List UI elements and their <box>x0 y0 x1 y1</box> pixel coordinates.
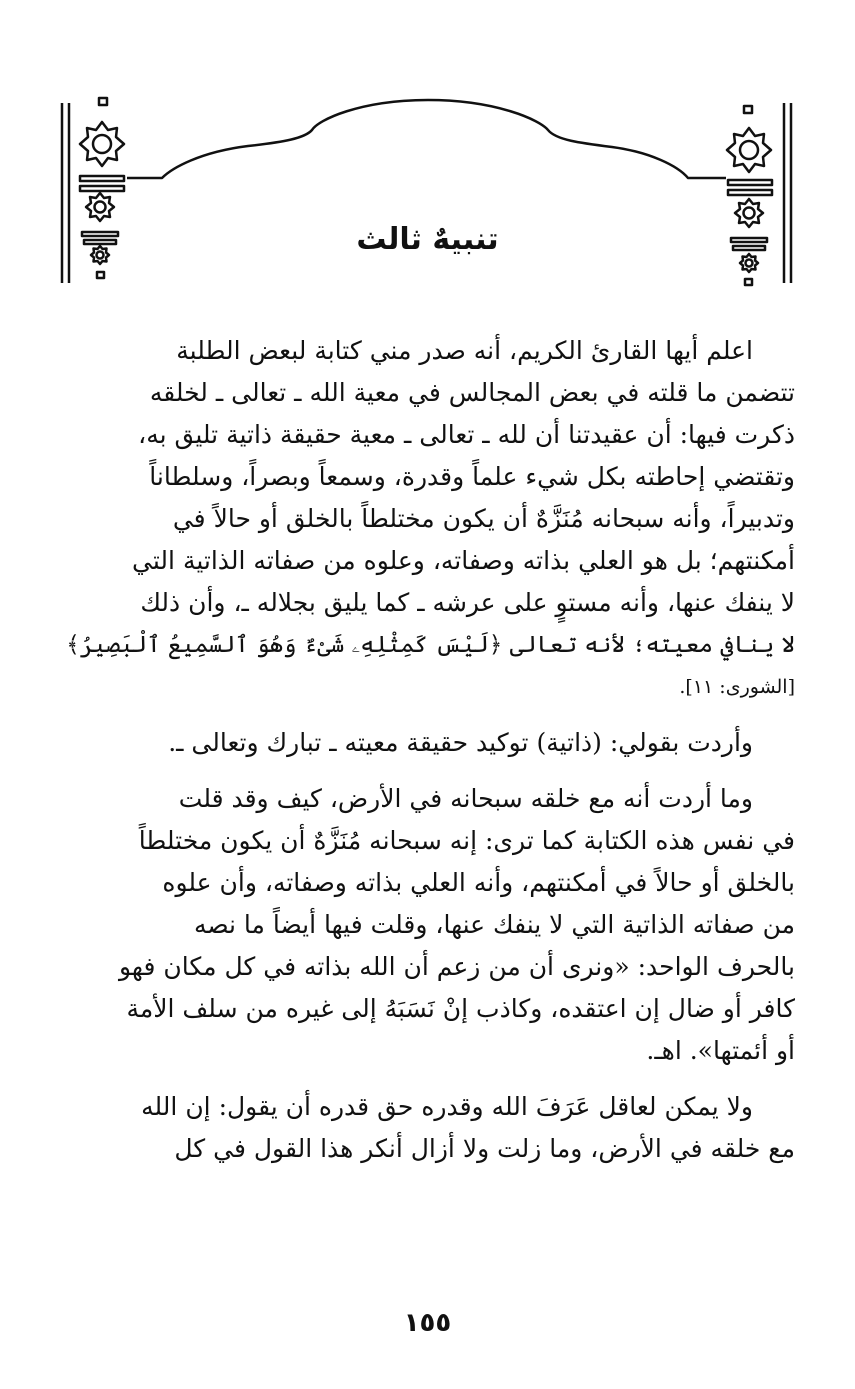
text-line: كافر أو ضال إن اعتقده، وكاذب إنْ نَسَبَهُ إلى غيره من سلف الأمة <box>126 994 795 1023</box>
paragraph-1 <box>60 330 795 708</box>
text-line: تتضمن ما قلته في بعض المجالس في معية الله ـ تعالى ـ لخلقه <box>149 378 795 407</box>
verse-citation: [الشورى: ١١]. <box>679 676 795 698</box>
quran-verse-line: لا ينافي معيته؛ لأنه تعالى ﴿لَيْسَ كَمِثْلِهِۦ شَىْءٌ وَهُوَ ٱلسَّمِيعُ ٱلْبَصِيرُ﴾ <box>66 632 795 658</box>
page-number: ١٥٥ <box>403 1308 452 1338</box>
text-line: لا ينفك عنها، وأنه مستوٍ على عرشه ـ كما يليق بجلاله ـ، وأن ذلك <box>140 588 795 617</box>
left-medium-star-icon <box>86 193 114 221</box>
text-line: مع خلقه في الأرض، وما زلت ولا أزال أنكر هذا القول في كل <box>174 1134 795 1163</box>
left-large-star-icon <box>80 122 124 166</box>
paragraph-3 <box>60 778 795 1072</box>
decorative-header-frame <box>0 0 855 310</box>
text-line: بالحرف الواحد: «ونرى أن من زعم أن الله بذاته في كل مكان فهو <box>119 952 795 981</box>
right-large-star-icon <box>727 128 771 172</box>
text-line: وتقتضي إحاطته بكل شيء علماً وقدرة، وسمعاً وبصراً، وسلطاناً <box>149 462 795 491</box>
paragraph-2 <box>60 722 795 764</box>
text-line: وأردت بقولي: (ذاتية) توكيد حقيقة معيته ـ تبارك وتعالى ـ. <box>168 728 753 757</box>
text-line: ولا يمكن لعاقل عَرَفَ الله وقدره حق قدره أن يقول: إن الله <box>141 1092 753 1121</box>
text-line: اعلم أيها القارئ الكريم، أنه صدر مني كتابة لبعض الطلبة <box>176 336 753 365</box>
paragraph-4 <box>60 1086 795 1170</box>
text-line: بالخلق أو حالاً في أمكنتهم، وأنه العلي بذاته وصفاته، وأن علوه <box>162 868 795 897</box>
text-line: أمكنتهم؛ بل هو العلي بذاته وصفاته، وعلوه من صفاته الذاتية التي <box>132 546 795 575</box>
text-line: في نفس هذه الكتابة كما ترى: إنه سبحانه مُنَزَّهٌ أن يكون مختلطاً <box>138 826 795 855</box>
body-text <box>60 330 795 1170</box>
text-line: من صفاته الذاتية التي لا ينفك عنها، وقلت فيها أيضاً ما نصه <box>193 910 795 939</box>
section-heading: تنبيهٌ ثالث <box>356 222 499 257</box>
text-line: وتدبيراً، وأنه سبحانه مُنَزَّهٌ أن يكون مختلطاً بالخلق أو حالاً في <box>172 504 795 533</box>
text-line: ذكرت فيها: أن عقيدتنا أن لله ـ تعالى ـ معية حقيقة ذاتية تليق به، <box>138 420 795 449</box>
text-line: أو أئمتها». اهـ. <box>646 1036 795 1065</box>
text-line: وما أردت أنه مع خلقه سبحانه في الأرض، كيف وقد قلت <box>178 784 753 813</box>
